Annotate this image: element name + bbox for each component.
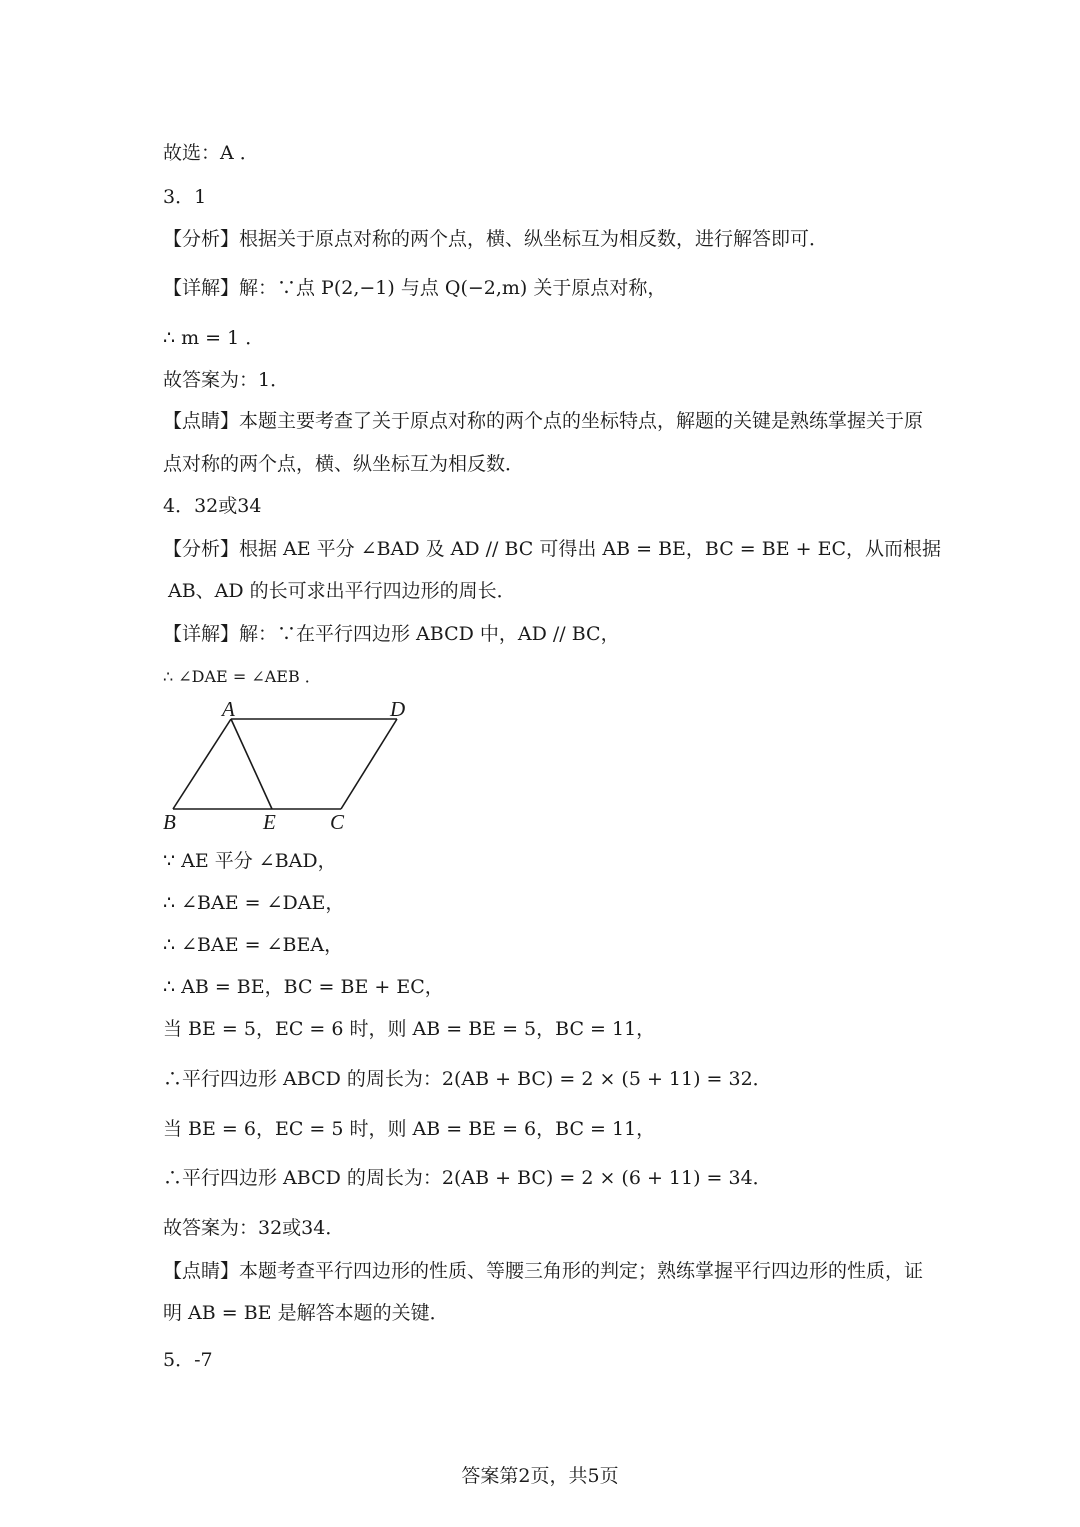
analysis-4-line1: 【分析】根据 AE 平分 ∠BAD 及 AD // BC 可得出 AB = BE，BC = BE + EC，从而根据 bbox=[163, 538, 941, 560]
label-e: E bbox=[263, 810, 276, 834]
label-c: C bbox=[330, 810, 345, 834]
final-answer-3: 故答案为：1． bbox=[163, 369, 290, 391]
comment-3-line1: 【点睛】本题主要考查了关于原点对称的两个点的坐标特点，解题的关键是熟练掌握关于原 bbox=[163, 410, 924, 432]
step-4-angle-eq-2: ∴ ∠BAE = ∠BEA， bbox=[163, 934, 344, 956]
step-4-bisect: ∵ AE 平分 ∠BAD， bbox=[163, 850, 337, 872]
result-3: ∴ m = 1 ． bbox=[163, 327, 265, 349]
analysis-3: 【分析】根据关于原点对称的两个点，横、纵坐标互为相反数，进行解答即可． bbox=[163, 228, 829, 250]
edge-ba bbox=[173, 719, 231, 809]
page-footer: 答案第2页，共5页 bbox=[461, 1465, 619, 1487]
label-d: D bbox=[390, 697, 406, 721]
comment-3-line2: 点对称的两个点，横、纵坐标互为相反数． bbox=[163, 453, 525, 475]
case-4-b: 当 BE = 6，EC = 5 时，则 AB = BE = 6，BC = 11， bbox=[163, 1118, 656, 1140]
step-4-angle: ∴ ∠DAE = ∠AEB ． bbox=[163, 667, 321, 686]
final-answer-4: 故答案为：32或34． bbox=[163, 1217, 345, 1239]
detail-3: 【详解】解：∵点 P(2,−1) 与点 Q(−2,m) 关于原点对称， bbox=[163, 277, 667, 299]
answer-5: 5．-7 bbox=[163, 1349, 213, 1371]
label-b: B bbox=[163, 810, 176, 834]
answer-4: 4．32或34 bbox=[163, 495, 262, 517]
comment-4-line1: 【点睛】本题考查平行四边形的性质、等腰三角形的判定；熟练掌握平行四边形的性质，证 bbox=[163, 1260, 924, 1282]
edge-dc bbox=[341, 719, 397, 809]
answer-3: 3．1 bbox=[163, 186, 207, 208]
parallelogram-figure bbox=[155, 695, 425, 835]
comment-4-line2: 明 AB = BE 是解答本题的关键． bbox=[163, 1302, 449, 1324]
segment-ae bbox=[231, 719, 272, 809]
detail-4: 【详解】解：∵在平行四边形 ABCD 中，AD // BC， bbox=[163, 623, 620, 645]
step-4-angle-eq-1: ∴ ∠BAE = ∠DAE， bbox=[163, 892, 345, 914]
analysis-4-line2: AB、AD 的长可求出平行四边形的周长． bbox=[168, 580, 516, 602]
step-4-sides: ∴ AB = BE，BC = BE + EC， bbox=[163, 976, 444, 998]
label-a: A bbox=[222, 697, 235, 721]
perimeter-4-a: ∴平行四边形 ABCD 的周长为：2(AB + BC) = 2 × (5 + 11) = 32． bbox=[163, 1068, 772, 1090]
perimeter-4-b: ∴平行四边形 ABCD 的周长为：2(AB + BC) = 2 × (6 + 11) = 34． bbox=[163, 1167, 772, 1189]
case-4-a: 当 BE = 5，EC = 6 时，则 AB = BE = 5，BC = 11， bbox=[163, 1018, 656, 1040]
text-line-choice-a: 故选：A ． bbox=[163, 142, 259, 164]
